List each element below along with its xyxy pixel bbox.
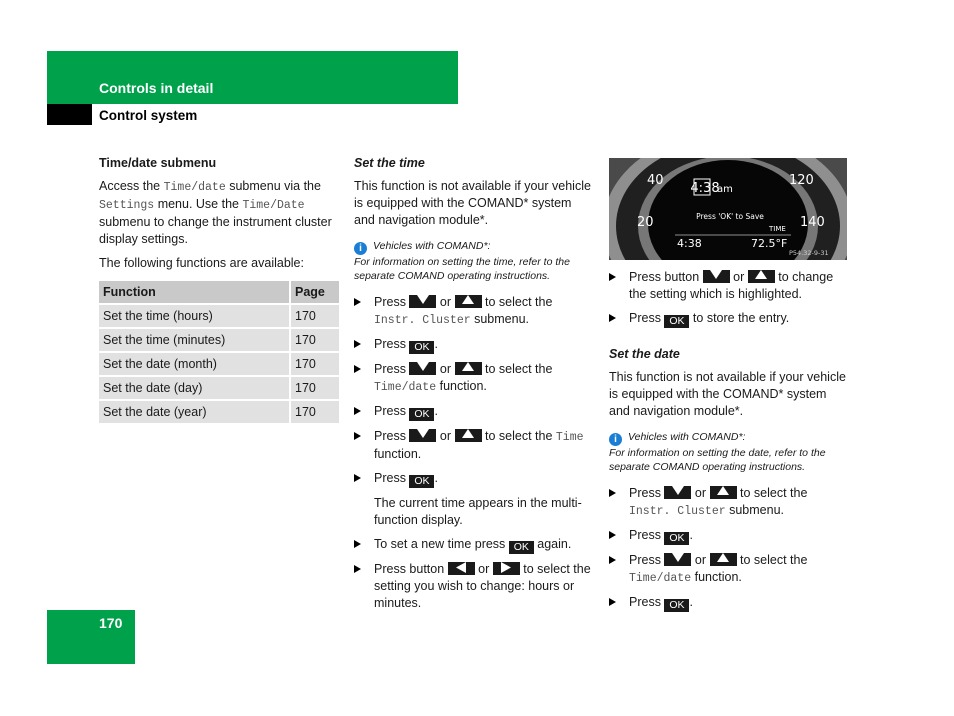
step-press-ok (609, 527, 849, 545)
page-number: 170 (99, 615, 123, 631)
bullet-triangle-icon (609, 556, 616, 564)
intro-paragraph (99, 178, 339, 248)
bullet-triangle-icon (354, 432, 361, 440)
ok-key-icon: OK (664, 599, 689, 612)
text: submenu via the (225, 179, 321, 193)
text: . (434, 404, 438, 418)
text: Press (374, 404, 406, 418)
text: submenu. (474, 312, 530, 326)
display-am: am (717, 184, 733, 195)
header-band (47, 51, 458, 104)
text: Press button (629, 270, 700, 284)
bullet-triangle-icon (609, 273, 616, 281)
menu-name: Time (555, 431, 584, 444)
bullet-triangle-icon (609, 489, 616, 497)
down-arrow-key-icon (664, 486, 691, 499)
text: Press (374, 471, 406, 485)
text: to select the (485, 429, 553, 443)
table-row (99, 377, 339, 399)
current-time-text: The current time appears in the multi-function display. (374, 496, 582, 527)
note-title: Vehicles with COMAND*: (373, 240, 491, 252)
ok-key-icon: OK (664, 532, 689, 545)
function-cell: Set the time (hours) (99, 305, 289, 327)
up-arrow-key-icon (455, 429, 482, 442)
step-press-ok (354, 336, 594, 354)
menu-name: Time/date (629, 572, 692, 585)
text: or (733, 270, 745, 284)
text: Press (629, 311, 661, 325)
text: Press (374, 337, 406, 351)
step-set-new-time (354, 536, 594, 554)
text: Press (374, 429, 406, 443)
down-arrow-key-icon (409, 295, 436, 308)
table-row (99, 329, 339, 351)
display-temperature: 72.5°F (751, 237, 788, 250)
display-time-bottom: 4:38 (677, 237, 702, 250)
text: submenu to change the instrument cluster display settings. (99, 215, 332, 246)
table-row (99, 353, 339, 375)
text: to select the (485, 295, 553, 309)
column-2 (354, 155, 594, 619)
section-marker (47, 104, 92, 125)
step-select-time-date (354, 361, 594, 396)
bullet-triangle-icon (354, 340, 361, 348)
down-arrow-key-icon (664, 553, 691, 566)
text: or (439, 429, 452, 443)
text: to select the (485, 362, 553, 376)
menu-name: Instr. Cluster (629, 505, 726, 518)
text: to select the (740, 553, 808, 567)
functions-intro: The following functions are available: (99, 256, 304, 270)
bullet-triangle-icon (354, 474, 361, 482)
bullet-triangle-icon (354, 540, 361, 548)
text: . (434, 471, 438, 485)
display-save-prompt: Press 'OK' to Save (696, 212, 764, 221)
speed-label-40: 40 (647, 173, 664, 188)
speed-label-120: 120 (789, 173, 814, 188)
up-arrow-key-icon (455, 362, 482, 375)
page-cell: 170 (289, 401, 339, 423)
note-title: Vehicles with COMAND*: (628, 431, 746, 443)
text: or (439, 362, 452, 376)
column-3 (609, 158, 849, 619)
text: or (439, 295, 452, 309)
instrument-cluster-image (609, 158, 847, 260)
ok-key-icon: OK (409, 341, 434, 354)
text: function. (694, 570, 742, 584)
column-1 (99, 155, 339, 425)
section-title: Controls in detail (99, 80, 214, 96)
text: again. (537, 537, 572, 551)
step-store-entry (609, 310, 849, 328)
menu-name: Settings (99, 199, 155, 212)
function-cell: Set the date (month) (99, 353, 289, 375)
text: Access the (99, 179, 164, 193)
function-cell: Set the date (year) (99, 401, 289, 423)
note-body: For information on setting the time, refer to the separate COMAND operating instructions. (354, 256, 570, 282)
set-time-heading: Set the time (354, 156, 425, 170)
step-press-ok (354, 403, 594, 421)
text: submenu. (729, 503, 785, 517)
text: Press (629, 528, 661, 542)
info-icon: i (609, 433, 622, 446)
up-arrow-key-icon (710, 553, 737, 566)
display-time-label: TIME (769, 225, 786, 233)
bullet-triangle-icon (609, 531, 616, 539)
instrument-cluster-photo (609, 158, 847, 260)
text: Press (374, 362, 406, 376)
menu-name: Time/date (374, 381, 437, 394)
step-change-setting (609, 269, 849, 303)
speed-label-140: 140 (800, 215, 825, 230)
text: . (689, 595, 693, 609)
functions-table (99, 279, 339, 425)
function-cell: Set the time (minutes) (99, 329, 289, 351)
time-date-submenu-heading: Time/date submenu (99, 156, 217, 170)
note-body: For information on setting the date, refer to the separate COMAND operating instructions. (609, 447, 826, 473)
bullet-triangle-icon (354, 407, 361, 415)
text: To set a new time press (374, 537, 506, 551)
step-select-instr-cluster (354, 294, 594, 329)
image-code: P54.32-9-31 (789, 249, 829, 257)
page-cell: 170 (289, 353, 339, 375)
ok-key-icon: OK (664, 315, 689, 328)
column-header-function: Function (99, 281, 289, 303)
text: or (478, 562, 490, 576)
subsection-title: Control system (99, 108, 198, 123)
text: . (689, 528, 693, 542)
text: menu. Use the (154, 197, 243, 211)
set-time-intro: This function is not available if your vehicle is equipped with the COMAND* system and navigation module*. (354, 179, 591, 227)
set-date-intro: This function is not available if your vehicle is equipped with the COMAND* system and navigation module*. (609, 370, 846, 418)
step-select-setting (354, 561, 594, 612)
menu-name: Time/date (163, 181, 226, 194)
text: to store the entry. (692, 311, 790, 325)
text: or (694, 486, 707, 500)
speed-label-20: 20 (637, 215, 654, 230)
step-press-ok (609, 594, 849, 612)
text: Press (629, 553, 661, 567)
step-select-instr-cluster (609, 485, 849, 520)
text: . (434, 337, 438, 351)
table-row (99, 401, 339, 423)
bullet-triangle-icon (354, 565, 361, 573)
bullet-triangle-icon (609, 314, 616, 322)
left-arrow-key-icon (448, 562, 475, 575)
text: to change the setting which is highlighted. (629, 270, 834, 301)
page-cell: 170 (289, 305, 339, 327)
comand-note (609, 430, 849, 474)
text: or (694, 553, 707, 567)
text: Press button (374, 562, 445, 576)
down-arrow-key-icon (409, 362, 436, 375)
text: Press (629, 486, 661, 500)
right-arrow-key-icon (493, 562, 520, 575)
text: to select the (740, 486, 808, 500)
up-arrow-key-icon (455, 295, 482, 308)
menu-name: Time/Date (242, 199, 305, 212)
table-row (99, 305, 339, 327)
text: Press (629, 595, 661, 609)
down-arrow-key-icon (703, 270, 730, 283)
page-cell: 170 (289, 377, 339, 399)
bullet-triangle-icon (609, 598, 616, 606)
up-arrow-key-icon (748, 270, 775, 283)
bullet-triangle-icon (354, 365, 361, 373)
info-icon: i (354, 242, 367, 255)
text: to select the setting you wish to change: hours or minutes. (374, 562, 591, 610)
bullet-triangle-icon (354, 298, 361, 306)
up-arrow-key-icon (710, 486, 737, 499)
page-cell: 170 (289, 329, 339, 351)
text: Press (374, 295, 406, 309)
text: function. (374, 447, 422, 461)
display-time-top: 4:38 (690, 181, 720, 196)
ok-key-icon: OK (509, 541, 534, 554)
ok-key-icon: OK (409, 408, 434, 421)
down-arrow-key-icon (409, 429, 436, 442)
step-select-time-date (609, 552, 849, 587)
ok-key-icon: OK (409, 475, 434, 488)
function-cell: Set the date (day) (99, 377, 289, 399)
comand-note (354, 239, 594, 283)
set-date-heading: Set the date (609, 347, 680, 361)
step-press-ok (354, 470, 594, 488)
column-header-page: Page (289, 281, 339, 303)
step-select-time (354, 428, 594, 463)
text: function. (439, 379, 487, 393)
menu-name: Instr. Cluster (374, 314, 471, 327)
